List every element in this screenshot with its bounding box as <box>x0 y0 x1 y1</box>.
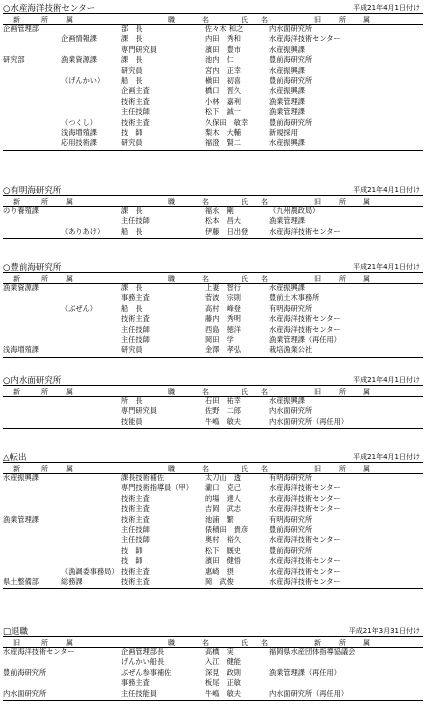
name-cell: 入江 健能 <box>205 657 241 667</box>
name-cell: 橋口 晋久 <box>205 86 241 96</box>
name-cell: 上妻 智行 <box>205 283 241 292</box>
name-cell: 的場 達人 <box>205 493 241 503</box>
prev-dept-cell: 漁業管理課 <box>269 96 305 106</box>
header-cell: 所 <box>41 639 52 647</box>
prev-dept-cell: 漁業管理課（再任用） <box>269 667 341 677</box>
header-cell: 属 <box>363 639 374 647</box>
header-cell: 属 <box>66 465 77 473</box>
prev-dept-cell: 水産振興課 <box>269 86 305 96</box>
header-cell: 名 <box>202 198 213 206</box>
header-cell: 新 <box>13 465 24 473</box>
position-cell: 研究員 <box>121 345 143 355</box>
prev-dept-cell: 水産振興課 <box>269 65 305 75</box>
dept-cell: 水産海洋技術センター <box>3 647 75 656</box>
name-cell: 松本 昌大 <box>205 216 241 226</box>
table-row <box>3 657 423 667</box>
name-cell: 瀧口 克己 <box>205 483 241 493</box>
position-cell: 技術主査 <box>121 493 150 503</box>
prev-dept-cell: 有明海研究所 <box>269 303 313 313</box>
position-cell: 事務主査 <box>121 678 150 688</box>
position-cell: 主任技能員 <box>121 688 157 698</box>
header-cell: 新 <box>314 639 325 647</box>
header-cell: 所 <box>339 16 350 24</box>
header-cell: 新 <box>13 275 24 283</box>
table-row <box>3 473 423 483</box>
header-cell: 職 <box>168 388 179 396</box>
prev-dept-cell: 水産海洋技術センター <box>269 483 341 493</box>
name-cell: 梨木 大輔 <box>205 128 241 137</box>
prev-dept-cell: 内水面研究所 <box>269 406 313 416</box>
prev-dept-cell: 豊前海研究所 <box>269 55 313 65</box>
table-row <box>3 494 423 504</box>
name-cell: 松下 誠一 <box>205 107 241 117</box>
position-cell: 企画主査 <box>121 86 150 96</box>
prev-dept-cell: 水産振興課 <box>269 396 305 405</box>
header-cell: 所 <box>41 198 52 206</box>
position-cell: 船 長 <box>121 303 143 313</box>
name-cell: 牛嶋 敏夫 <box>205 688 241 698</box>
position-cell: 船 長 <box>121 226 143 236</box>
prev-dept-cell: 水産海洋技術センター <box>269 226 341 236</box>
name-cell: 高橋 実 <box>205 647 234 656</box>
table-row <box>3 227 423 237</box>
table-row <box>3 556 423 566</box>
header-cell: 属 <box>66 16 77 24</box>
header-cell: 属 <box>66 275 77 283</box>
subdept-cell: （ぶぜん） <box>61 303 97 313</box>
prev-dept-cell: 水産海洋技術センター <box>269 493 341 503</box>
name-cell: 宮内 正幸 <box>205 65 241 75</box>
table-row <box>3 283 423 293</box>
header-cell: 氏 <box>241 465 252 473</box>
table-row <box>3 107 423 117</box>
header-cell: 名 <box>261 198 272 206</box>
header-cell: 属 <box>66 388 77 396</box>
table-row <box>3 406 423 416</box>
name-cell: 菅波 宗則 <box>205 293 241 303</box>
name-cell: 福永 剛 <box>205 206 234 215</box>
subdept-cell: （つくし） <box>61 117 97 127</box>
name-cell: 槇田 初喜 <box>205 76 241 85</box>
header-cell: 名 <box>261 465 272 473</box>
dept-cell: 浅海増殖課 <box>3 345 39 355</box>
position-cell: 所 長 <box>121 396 143 405</box>
name-cell: 松下 厩史 <box>205 545 241 555</box>
subdept-cell: （ありあけ） <box>61 226 105 236</box>
header-cell: 氏 <box>241 198 252 206</box>
effective-date: 平成21年4月1日付け <box>353 376 420 384</box>
prev-dept-cell: 水産海洋技術センター <box>269 324 341 334</box>
header-cell: 名 <box>202 275 213 283</box>
table-row <box>3 535 423 545</box>
prev-dept-cell: 水産海洋技術センター <box>269 504 341 514</box>
prev-dept-cell: 内水面研究所（再任用） <box>269 688 349 698</box>
table-row <box>3 293 423 303</box>
header-cell: 氏 <box>241 275 252 283</box>
prev-dept-cell: 豊前海研究所 <box>269 525 313 534</box>
table-row <box>3 525 423 535</box>
position-cell: 船 長 <box>121 76 143 85</box>
position-cell: 専門研究員 <box>121 44 157 54</box>
header-cell: 名 <box>261 16 272 24</box>
section-title: △転出 <box>3 453 27 463</box>
prev-dept-cell: 福岡県水産団体指導協議会 <box>269 647 356 656</box>
prev-dept-cell: 水産海洋技術センター <box>269 314 341 324</box>
name-cell: 池内 仁 <box>205 55 234 65</box>
name-cell: 福澄 賢二 <box>205 138 241 148</box>
dept-cell: 漁業管理課 <box>3 514 39 524</box>
prev-dept-cell: 有明海研究所 <box>269 514 313 524</box>
position-cell: 部 長 <box>121 24 143 33</box>
table-row <box>3 66 423 76</box>
name-cell: 高村 峰登 <box>205 303 241 313</box>
header-cell: 属 <box>66 639 77 647</box>
table-row <box>3 515 423 525</box>
effective-date: 平成21年3月31日付け <box>348 627 420 635</box>
header-cell: 新 <box>13 16 24 24</box>
position-cell: 技 師 <box>121 545 143 555</box>
header-cell: 所 <box>41 16 52 24</box>
name-cell: 濱田 豊市 <box>205 44 241 54</box>
header-cell: 旧 <box>314 275 325 283</box>
subdept-cell: 総務課 <box>61 577 83 586</box>
name-cell: 西島 徳洋 <box>205 324 241 334</box>
header-cell: 旧 <box>314 198 325 206</box>
position-cell: 主任技師 <box>121 335 150 344</box>
table-row <box>3 24 423 34</box>
table-row <box>3 97 423 107</box>
effective-date: 平成21年4月1日付け <box>353 186 420 194</box>
prev-dept-cell: 有明海研究所 <box>269 473 313 482</box>
subdept-cell: 漁業資源課 <box>61 55 97 65</box>
name-cell: 内田 秀和 <box>205 34 241 44</box>
effective-date: 平成21年4月1日付け <box>353 4 420 12</box>
header-cell: 所 <box>339 465 350 473</box>
subdept-cell: （げんかい） <box>61 76 105 85</box>
position-cell: 課 長 <box>121 55 143 65</box>
position-cell: 技術主査 <box>121 504 150 514</box>
table-bottom-rule <box>3 150 423 151</box>
header-cell: 属 <box>363 198 374 206</box>
position-cell: 専門技術指導員（甲） <box>121 483 193 493</box>
table-row <box>3 76 423 86</box>
position-cell: 技能員 <box>121 416 143 426</box>
prev-dept-cell: 栽培漁業公社 <box>269 345 313 355</box>
dept-cell: 企画管理部 <box>3 24 39 33</box>
position-cell: 主任技師 <box>121 216 150 226</box>
table-bottom-rule <box>3 238 423 239</box>
prev-dept-cell: 水産海洋技術センター <box>269 535 341 545</box>
subdept-cell: 応用技術課 <box>61 138 97 148</box>
header-cell: 名 <box>261 388 272 396</box>
header-cell: 属 <box>363 465 374 473</box>
name-cell: 濱田 健悟 <box>205 556 241 566</box>
header-cell: 名 <box>202 388 213 396</box>
section-title: ○有明海研究所 <box>3 186 62 196</box>
name-cell: 岡 武俊 <box>205 577 234 586</box>
header-cell: 名 <box>261 275 272 283</box>
header-cell: 属 <box>66 198 77 206</box>
name-cell: 小林 嘉利 <box>205 96 241 106</box>
subdept-cell: 企画情報課 <box>61 34 97 44</box>
dept-cell: 内水面研究所 <box>3 688 47 698</box>
table-row <box>3 138 423 148</box>
dept-cell: 水産振興課 <box>3 473 39 482</box>
dept-cell: 豊前海研究所 <box>3 667 47 677</box>
table-row <box>3 396 423 406</box>
header-cell: 氏 <box>241 16 252 24</box>
name-cell: 奥村 裕久 <box>205 535 241 545</box>
table-row <box>3 567 423 577</box>
section-title: □退職 <box>3 627 29 637</box>
effective-date: 平成21年4月1日付け <box>353 453 420 461</box>
name-cell: 藤内 秀明 <box>205 314 241 324</box>
position-cell: 技術主査 <box>121 514 150 524</box>
header-cell: 所 <box>339 198 350 206</box>
prev-dept-cell: 豊前海研究所 <box>269 117 313 127</box>
table-row <box>3 483 423 493</box>
header-cell: 名 <box>261 639 272 647</box>
table-row <box>3 335 423 345</box>
position-cell: 専門研究員 <box>121 406 157 416</box>
name-cell: 佐々木 和之 <box>205 24 244 33</box>
table-row <box>3 417 423 427</box>
header-cell: 所 <box>41 465 52 473</box>
name-cell: 太刀山 透 <box>205 473 241 482</box>
prev-dept-cell: 豊前土木事務所 <box>269 293 320 303</box>
table-row <box>3 345 423 355</box>
table-row <box>3 206 423 216</box>
table-row <box>3 647 423 657</box>
prev-dept-cell: （九州農政局） <box>269 206 320 215</box>
name-cell: 俵積田 貴彦 <box>205 525 249 534</box>
position-cell: げんかい船長 <box>121 657 165 667</box>
name-cell: 惠崎 摂 <box>205 566 234 576</box>
position-cell: 主任技師 <box>121 107 150 117</box>
position-cell: ぶぜん参事補佐 <box>121 667 172 677</box>
name-cell: 池浦 繁 <box>205 514 234 524</box>
prev-dept-cell: 水産海洋技術センター <box>269 566 341 576</box>
name-cell: 吉岡 武志 <box>205 504 241 514</box>
prev-dept-cell: 水産振興課 <box>269 138 305 148</box>
position-cell: 研究員 <box>121 65 143 75</box>
section-title: ○豊前海研究所 <box>3 263 62 273</box>
position-cell: 主任技師 <box>121 535 150 545</box>
name-cell: 岡田 学 <box>205 335 234 344</box>
table-row <box>3 45 423 55</box>
header-cell: 旧 <box>314 388 325 396</box>
position-cell: 主任技師 <box>121 525 150 534</box>
position-cell: 課 長 <box>121 34 143 44</box>
table-row <box>3 128 423 138</box>
dept-cell: 研究部 <box>3 55 25 65</box>
prev-dept-cell: 漁業管理課 <box>269 216 305 226</box>
header-cell: 新 <box>13 198 24 206</box>
name-cell: 深見 政則 <box>205 667 241 677</box>
header-cell: 所 <box>41 388 52 396</box>
header-cell: 属 <box>363 275 374 283</box>
position-cell: 技術主査 <box>121 566 150 576</box>
position-cell: 技 師 <box>121 556 143 566</box>
header-cell: 職 <box>168 198 179 206</box>
section-title: ○水産海洋技術センター <box>3 4 96 14</box>
table-bottom-rule <box>3 588 423 589</box>
position-cell: 課長技術補佐 <box>121 473 165 482</box>
prev-dept-cell: 水産振興課 <box>269 44 305 54</box>
table-row <box>3 86 423 96</box>
prev-dept-cell: 漁業管理課 <box>269 107 305 117</box>
table-row <box>3 314 423 324</box>
position-cell: 研究員 <box>121 138 143 148</box>
position-cell: 技術主査 <box>121 314 150 324</box>
position-cell: 技 師 <box>121 128 143 137</box>
header-cell: 氏 <box>241 639 252 647</box>
table-row <box>3 55 423 65</box>
header-cell: 名 <box>202 465 213 473</box>
subdept-cell: （漁調委事務局） <box>61 566 119 576</box>
header-cell: 所 <box>339 388 350 396</box>
header-cell: 旧 <box>314 16 325 24</box>
name-cell: 石田 祐幸 <box>205 396 241 405</box>
header-cell: 職 <box>168 465 179 473</box>
header-cell: 新 <box>13 388 24 396</box>
position-cell: 課 長 <box>121 206 143 215</box>
table-row <box>3 689 423 699</box>
table-row <box>3 678 423 688</box>
prev-dept-cell: 豊前海研究所 <box>269 76 313 85</box>
header-cell: 所 <box>41 275 52 283</box>
header-cell: 名 <box>202 16 213 24</box>
prev-dept-cell: 内水面研究所（再任用） <box>269 416 349 426</box>
prev-dept-cell: 水産海洋技術センター <box>269 34 341 44</box>
header-cell: 所 <box>339 275 350 283</box>
dept-cell: 県土整備部 <box>3 577 39 586</box>
table-row <box>3 577 423 587</box>
table-bottom-rule <box>3 700 423 701</box>
table-row <box>3 34 423 44</box>
position-cell: 企画管理部長 <box>121 647 165 656</box>
prev-dept-cell: 水産海洋技術センター <box>269 577 341 586</box>
prev-dept-cell: 新規採用 <box>269 128 298 137</box>
position-cell: 技術主査 <box>121 577 150 586</box>
header-cell: 職 <box>168 275 179 283</box>
position-cell: 技術主査 <box>121 117 150 127</box>
table-row <box>3 504 423 514</box>
name-cell: 牛嶋 敏夫 <box>205 416 241 426</box>
header-cell: 所 <box>339 639 350 647</box>
table-row <box>3 325 423 335</box>
table-bottom-rule <box>3 357 423 358</box>
header-cell: 氏 <box>241 388 252 396</box>
prev-dept-cell: 水産振興課 <box>269 283 305 292</box>
name-cell: 佐野 二郎 <box>205 406 241 416</box>
prev-dept-cell: 漁業管理課（再任用） <box>269 335 341 344</box>
header-cell: 属 <box>363 388 374 396</box>
name-cell: 伊藤 日出登 <box>205 226 249 236</box>
position-cell: 技術主査 <box>121 96 150 106</box>
header-cell: 名 <box>202 639 213 647</box>
effective-date: 平成21年4月1日付け <box>353 263 420 271</box>
header-cell: 旧 <box>314 465 325 473</box>
position-cell: 課 長 <box>121 283 143 292</box>
position-cell: 主任技師 <box>121 324 150 334</box>
name-cell: 板尾 正敏 <box>205 678 241 688</box>
header-cell: 属 <box>363 16 374 24</box>
position-cell: 事務主査 <box>121 293 150 303</box>
name-cell: 久保田 敏幸 <box>205 117 249 127</box>
table-bottom-rule <box>3 428 423 429</box>
header-cell: 旧 <box>13 639 24 647</box>
table-row <box>3 546 423 556</box>
prev-dept-cell: 豊前海研究所 <box>269 545 313 555</box>
header-cell: 職 <box>168 16 179 24</box>
dept-cell: 漁業資源課 <box>3 283 39 292</box>
prev-dept-cell: 水産海洋技術センター <box>269 556 341 566</box>
table-row <box>3 216 423 226</box>
table-row <box>3 118 423 128</box>
dept-cell: のり養殖課 <box>3 206 39 215</box>
name-cell: 金澤 孝弘 <box>205 345 241 355</box>
header-cell: 職 <box>168 639 179 647</box>
table-row <box>3 304 423 314</box>
subdept-cell: 浅海増殖課 <box>61 128 97 137</box>
table-row <box>3 668 423 678</box>
section-title: ○内水面研究所 <box>3 376 62 386</box>
prev-dept-cell: 内水面研究所 <box>269 24 313 33</box>
